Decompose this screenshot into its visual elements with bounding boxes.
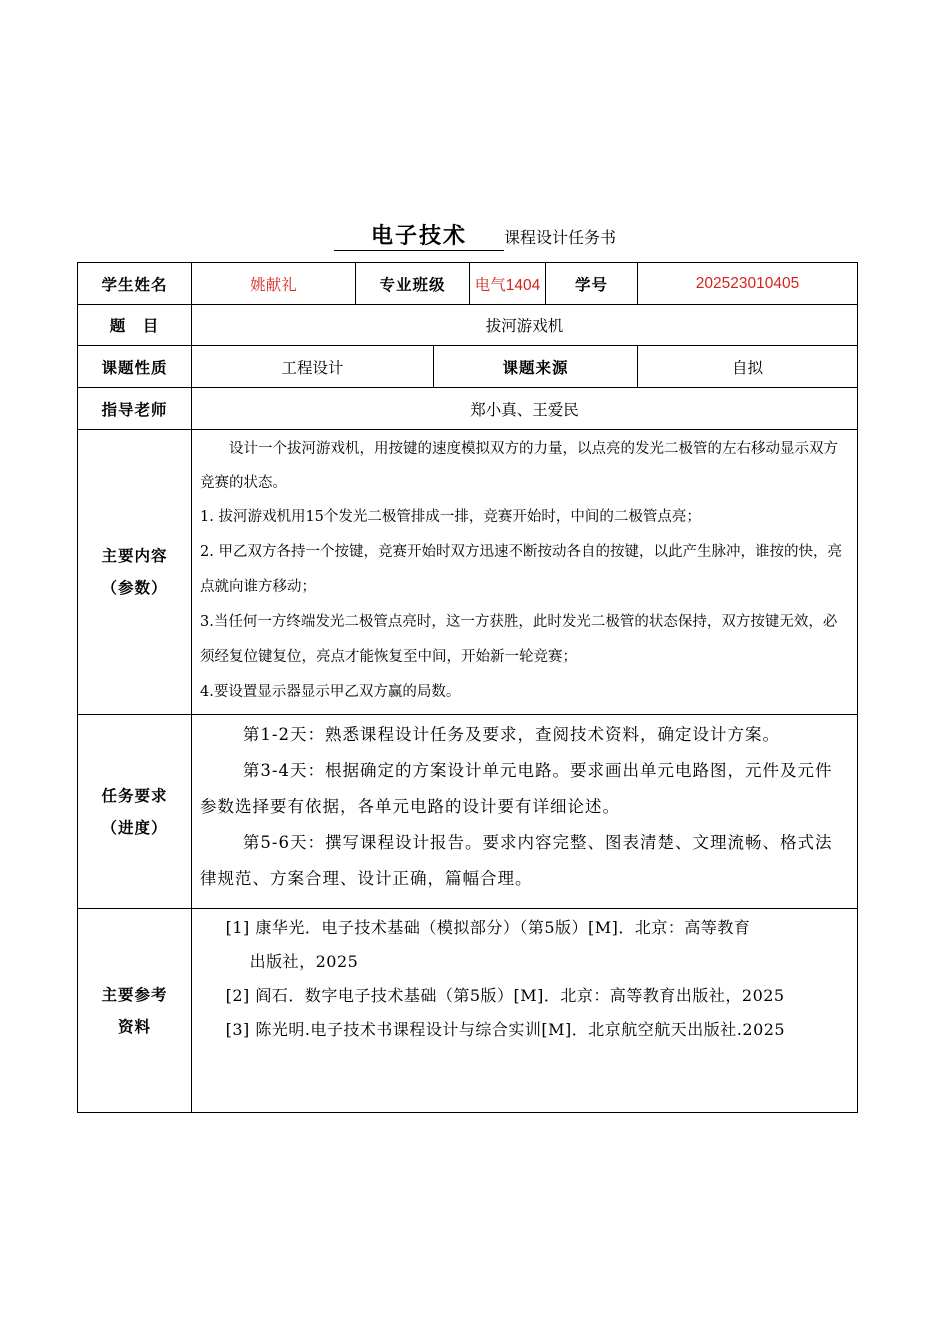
references-label-line1: 主要参考 xyxy=(101,984,168,1004)
task-row xyxy=(78,715,858,909)
references-label-line2: 资料 xyxy=(117,1016,151,1036)
advisor-value: 郑小真、王爱民 xyxy=(192,388,858,430)
content-item: 1. 拔河游戏机用15个发光二极管排成一排，竞赛开始时，中间的二极管点亮； xyxy=(200,509,701,525)
source-label: 课题来源 xyxy=(434,346,638,388)
advisor-label: 指导老师 xyxy=(78,388,192,430)
source-value: 自拟 xyxy=(638,346,858,388)
student-name-label: 学生姓名 xyxy=(78,263,192,305)
nature-row xyxy=(78,346,858,388)
student-name-value: 姚献礼 xyxy=(192,263,356,305)
advisor-row xyxy=(78,388,858,430)
class-value: 电气1404 xyxy=(470,263,546,305)
nature-label: 课题性质 xyxy=(78,346,192,388)
task-item: 第5-6天：撰写课程设计报告。要求内容完整、图表清楚、文理流畅、格式法律规范、方案合理、设计正确，篇幅合理。 xyxy=(200,833,833,888)
content-item: 3.当任何一方终端发光二极管点亮时，这一方获胜，此时发光二极管的状态保持，双方按键无效，必须经复位键复位，亮点才能恢复至中间，开始新一轮竞赛； xyxy=(200,614,838,665)
content-label-line1: 主要内容 xyxy=(101,546,168,565)
task-item: 第1-2天：熟悉课程设计任务及要求，查阅技术资料，确定设计方案。 xyxy=(242,725,780,744)
topic-value: 拔河游戏机 xyxy=(192,305,858,346)
task-body xyxy=(192,715,858,909)
content-intro: 设计一个拔河游戏机，用按键的速度模拟双方的力量，以点亮的发光二极管的左右移动显示双方竞赛的状态。 xyxy=(200,441,838,491)
content-item: 4.要设置显示器显示甲乙双方赢的局数。 xyxy=(200,684,461,700)
task-label xyxy=(78,715,192,909)
title-suffix: 课程设计任务书 xyxy=(503,228,616,247)
document-title xyxy=(0,222,950,253)
content-item: 2. 甲乙双方各持一个按键，竞赛开始时双方迅速不断按动各自的按键，以此产生脉冲，谁按的快，亮点就向谁方移动； xyxy=(200,544,842,595)
student-info-row xyxy=(78,263,858,305)
reference-item-continued: 出版社，2025 xyxy=(249,952,359,971)
content-body xyxy=(192,430,858,715)
course-subject: 电子技术 xyxy=(334,222,504,251)
reference-item: [2] 阎石．数字电子技术基础（第5版）[M]．北京：高等教育出版社，2025 xyxy=(225,986,785,1005)
task-label-line1: 任务要求 xyxy=(101,785,168,805)
student-id-value: 202523010405 xyxy=(638,263,858,305)
task-item: 第3-4天：根据确定的方案设计单元电路。要求画出单元电路图，元件及元件参数选择要有依据，各单元电路的设计要有详细论述。 xyxy=(200,761,833,816)
content-label-line2: （参数） xyxy=(101,578,168,597)
topic-row xyxy=(78,305,858,346)
content-row xyxy=(78,430,858,715)
references-body xyxy=(192,909,858,1113)
reference-item: [3] 陈光明.电子技术书课程设计与综合实训[M]．北京航空航天出版社.2025 xyxy=(225,1020,786,1039)
topic-label: 题 目 xyxy=(78,305,192,346)
references-row xyxy=(78,909,858,1113)
content-label xyxy=(78,430,192,715)
assignment-form-table xyxy=(77,262,858,1113)
nature-value: 工程设计 xyxy=(192,346,434,388)
class-label: 专业班级 xyxy=(356,263,470,305)
student-id-label: 学号 xyxy=(546,263,638,305)
references-label xyxy=(78,909,192,1113)
reference-item: [1] 康华光．电子技术基础（模拟部分）（第5版）[M]．北京：高等教育 xyxy=(225,918,751,937)
task-label-line2: （进度） xyxy=(101,817,168,837)
